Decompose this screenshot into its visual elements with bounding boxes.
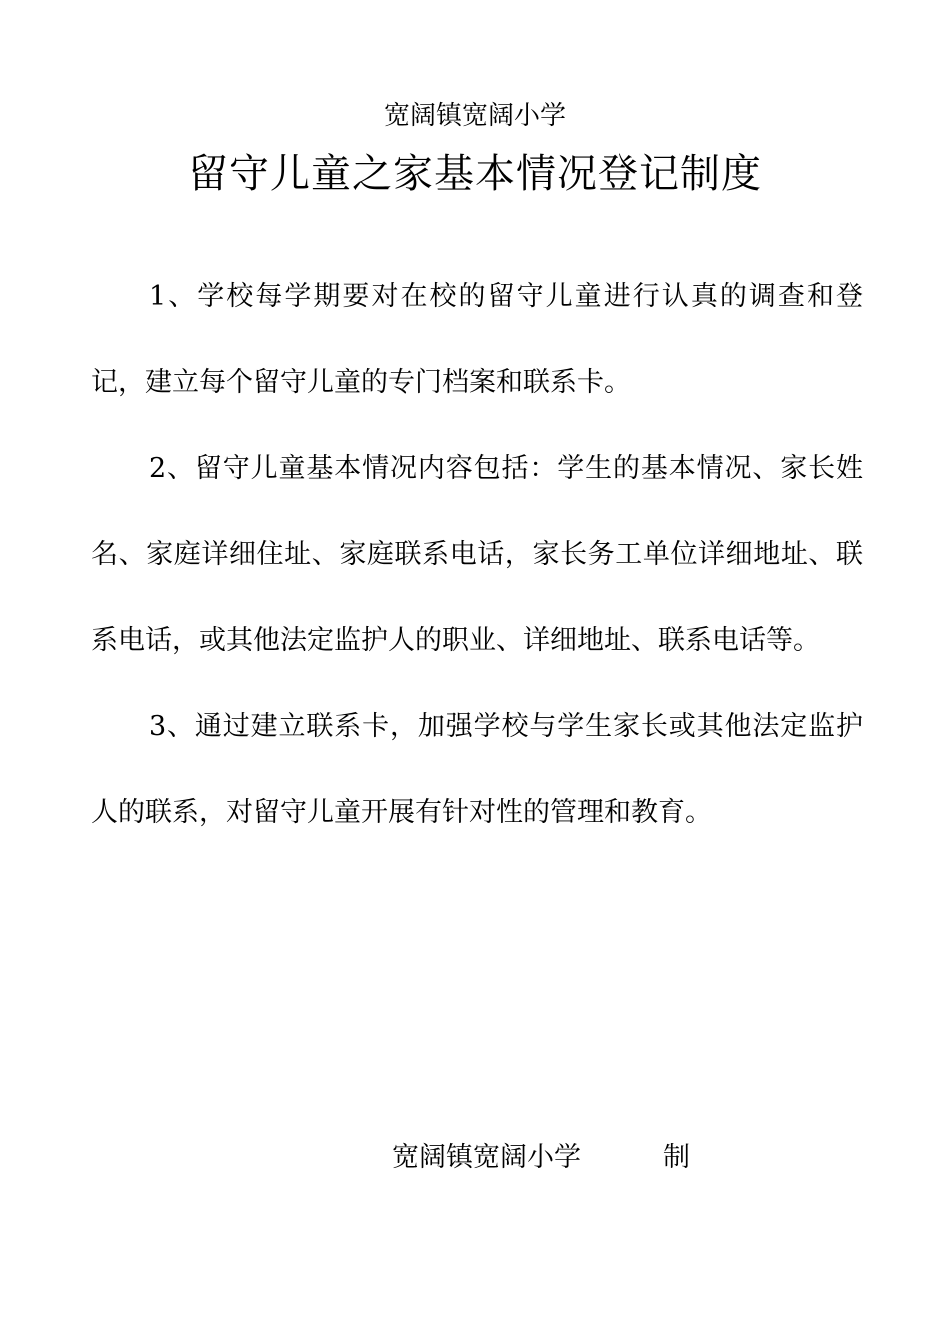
issued-mark: 制 [663,1142,690,1173]
signature-line [392,1138,690,1178]
paragraph-1: 1、学校每学期要对在校的留守儿童进行认真的调查和登记，建立每个留守儿童的专门档案和联系卡。 [91,281,863,398]
paragraph-3: 3、通过建立联系卡，加强学校与学生家长或其他法定监护人的联系，对留守儿童开展有针对性的管理和教育。 [91,711,863,828]
school-name: 宽阔镇宽阔小学 [383,101,566,131]
document-title: 留守儿童之家基本情况登记制度 [188,151,762,197]
paragraph-2: 2、留守儿童基本情况内容包括：学生的基本情况、家长姓名、家庭详细住址、家庭联系电话，家长务工单位详细地址、联系电话，或其他法定监护人的职业、详细地址、联系电话等。 [91,453,863,656]
document-body [91,254,863,856]
issuer-name: 宽阔镇宽阔小学 [392,1142,581,1173]
